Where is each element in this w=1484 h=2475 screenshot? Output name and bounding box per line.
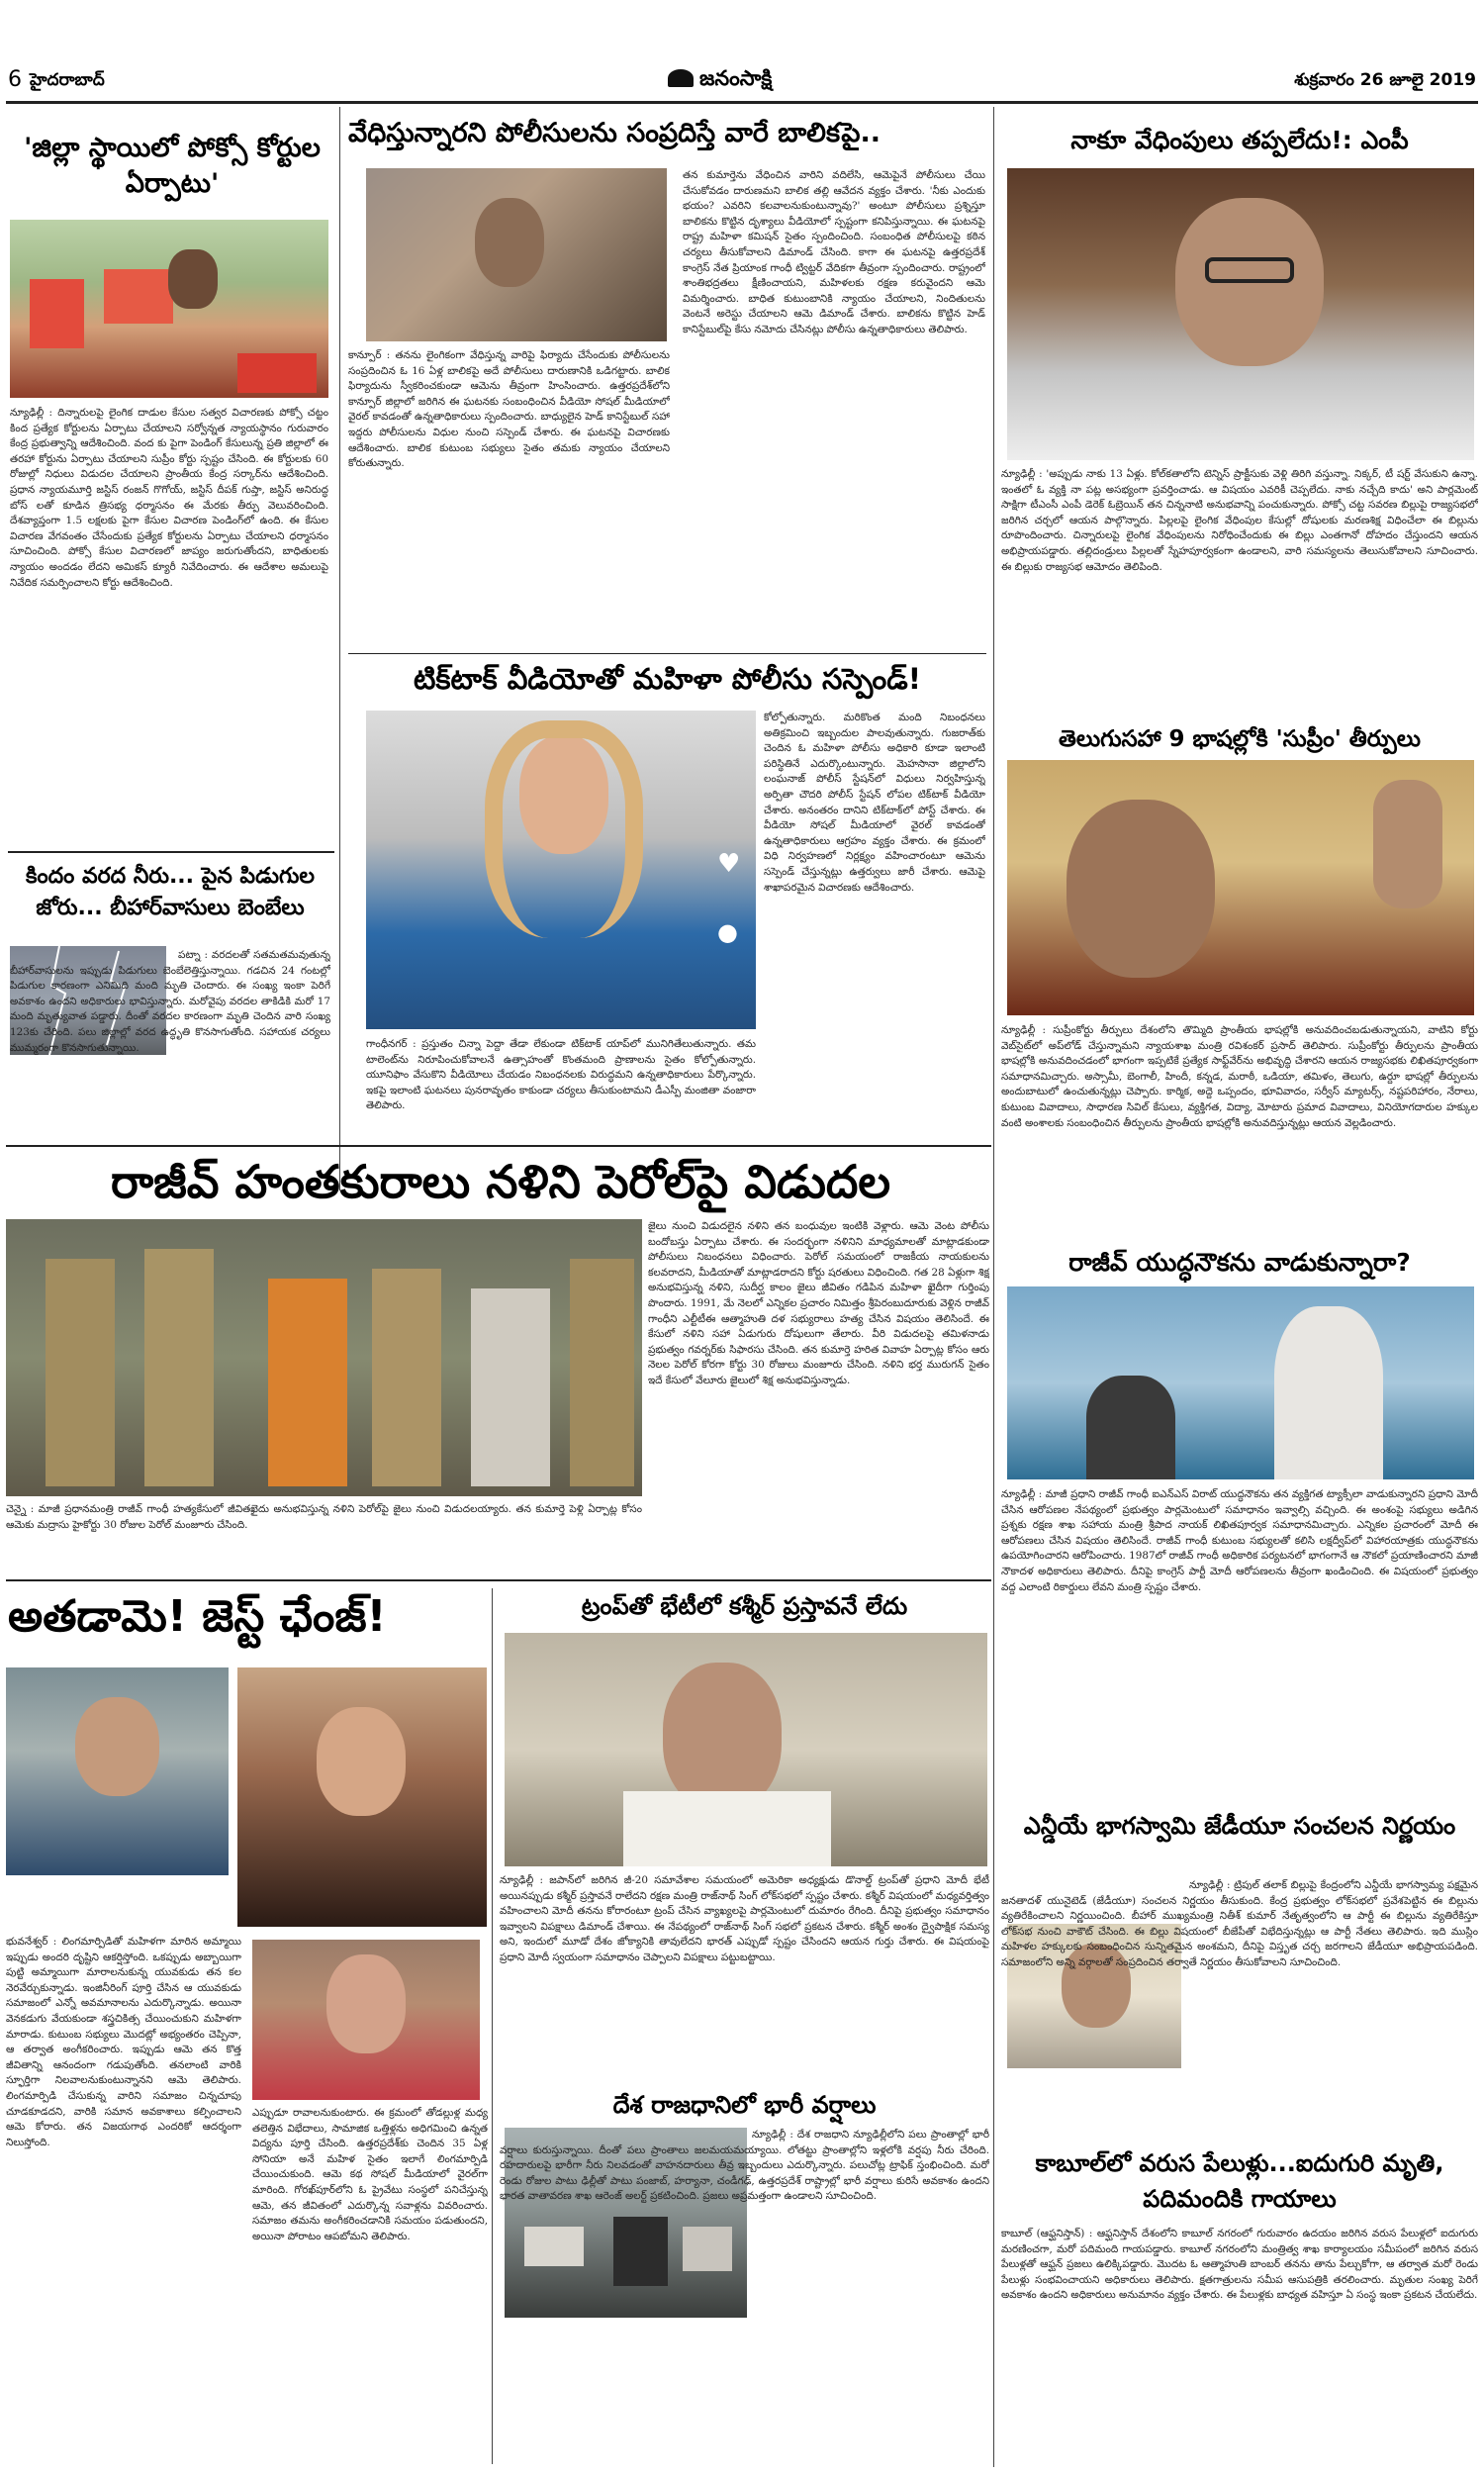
- bihar-headline: కిందం వరద నీరు... పైన పిడుగుల జోరు... బీహార్‌వాసులు బెంబేలు: [25, 864, 315, 920]
- column-rule: [339, 107, 340, 1190]
- gender-body: భువనేశ్వర్ : లింగమార్పిడితో మహిళగా మారిన అమ్మాయి ఇప్పుడు అందరి దృష్టిని ఆకర్షిస్తోంది. ఒకప్పుడు అబ్బాయిగా పుట్టి అమ్మాయిగా మారాలనుకున్న యువకుడు తన కల నెరవేర్చుకున్నాడు. ఇంజినీరింగ్ పూర్తి చేసిన ఆ యువకుడు సమాజంలో ఎన్నో అవమానాలను ఎదుర్కొన్నాడు. అయినా వెనకడుగు వేయకుండా శస్త్రచికిత్స చేయించుకుని మహిళగా మారాడు. కుటుంబ సభ్యులు మొదట్లో అభ్యంతరం చెప్పినా, ఆ తర్వాత అంగీకరించారు. ఇప్పుడు ఆమె తన కొత్త జీవితాన్ని ఆనందంగా గడుపుతోంది. తనలాంటి వారికి స్ఫూర్తిగా నిలవాలనుకుంటున్నానని ఆమె తెలిపారు. లింగమార్పిడి చేసుకున్న వారిని సమాజం చిన్నచూపు చూడకూడదని, వారికి సమాన అవకాశాలు కల్పించాలని ఆమె కోరారు. తన విజయగాథ ఎందరికో ఆదర్శంగా నిలుస్తోంది.: [6, 1936, 241, 2148]
- kanpur-body-right: తన కుమార్తెను వేధించిన వారిని వదిలేసి, ఆమెపైనే పోలీసులు చేయి చేసుకోవడం దారుణమని బాలిక తల్లి ఆవేదన వ్యక్తం చేశారు. 'నీకు ఎందుకు భయం? ఎవరిని కలవాలనుకుంటున్నావు?' అంటూ పోలీసులు ప్రశ్నిస్తూ బాలికను కొట్టిన దృశ్యాలు వీడియోలో స్పష్టంగా కనిపిస్తున్నాయి. ఈ ఘటనపై రాష్ట్ర మహిళా కమిషన్ సైతం స్పందించింది. సంబంధిత పోలీసులపై కఠిన చర్యలు తీసుకోవాలని డిమాండ్ చేసింది. కాగా ఈ ఘటనపై ఉత్తరప్రదేశ్ కాంగ్రెస్ నేత ప్రియాంక గాంధీ ట్విట్టర్ వేదికగా తీవ్రంగా స్పందించారు. రాష్ట్రంలో శాంతిభద్రతలు క్షీణించాయని, మహిళలకు రక్షణ కరువైందని ఆమె విమర్శించారు. బాధిత కుటుంబానికి న్యాయం చేయాలని, నిందితులను వెంటనే అరెస్టు చేయాలని ఆమె డిమాండ్ చేశారు. బాలికను కొట్టిన హెడ్ కానిస్టేబుల్‌పై కేసు నమోదు చేసినట్లు పోలీసు ఉన్నతాధికారులు తెలిపారు.: [683, 169, 985, 335]
- section-rule: [6, 1579, 991, 1581]
- paper-name: జనంసాక్షి: [699, 65, 773, 90]
- heart-icon: ♥: [717, 849, 741, 879]
- nalini-caption: చెన్నై : మాజీ ప్రధానమంత్రి రాజీవ్ గాంధీ హత్యకేసులో జీవితఖైదు అనుభవిస్తున్న నళిని పెరోల్‌పై జైలు నుంచి విడుదలయ్యారు. తన కుమార్తె పెళ్లి ఏర్పాట్ల కోసం ఆమెకు మద్రాసు హైకోర్టు 30 రోజుల పెరోల్ మంజూరు చేసింది.: [6, 1503, 642, 1531]
- trump-body: న్యూఢిల్లీ : జపాన్‌లో జరిగిన జీ-20 సమావేశాల సమయంలో అమెరికా అధ్యక్షుడు డొనాల్డ్ ట్రంప్‌తో ప్రధాని మోదీ భేటీ అయినప్పుడు కశ్మీర్ ప్రస్తావనే రాలేదని రక్షణ మంత్రి రాజ్‌నాథ్ సింగ్ లోక్‌సభలో స్పష్టం చేశారు. కశ్మీర్ విషయంలో మధ్యవర్తిత్వం వహించాలని మోదీ తనను కోరారంటూ ట్రంప్ చేసిన వ్యాఖ్యలపై పార్లమెంటులో దుమారం రేగింది. దీనిపై ప్రభుత్వం సమాధానం ఇవ్వాలని విపక్షాలు డిమాండ్ చేశాయి. ఈ నేపథ్యంలో రాజ్‌నాథ్ సింగ్ సభలో ప్రకటన చేశారు. కశ్మీర్ అంశం ద్వైపాక్షిక సమస్య అని, ఇందులో మూడో దేశం జోక్యానికి తావులేదని భారత్ ఎప్పుడో స్పష్టం చేసిందని ఆయన గుర్తు చేశారు. ఈ విషయంపై ప్రధాని మోదీ స్వయంగా సమాధానం చెప్పాలని విపక్షాలు పట్టుబట్టాయి.: [500, 1874, 989, 1963]
- nalini-headline: రాజీవ్ హంతకురాలు నళిని పెరోల్‌పై విడుదల: [111, 1155, 890, 1208]
- nalini-body: జైలు నుంచి విడుదలైన నళిని తన బంధువుల ఇంటికి వెళ్లారు. ఆమె వెంట పోలీసు బందోబస్తు ఏర్పాటు చేశారు. ఈ సందర్భంగా నళినిని మాధ్యమాలతో మాట్లాడకుండా పోలీసులు నిబంధనలు విధించారు. పెరోల్ సమయంలో రాజకీయ నాయకులను కలవరాదని, మీడియాతో మాట్లాడరాదని కోర్టు షరతులు విధించింది. గత 28 ఏళ్లుగా శిక్ష అనుభవిస్తున్న నళిని, సుదీర్ఘ కాలం జైలు జీవితం గడిపిన మహిళా ఖైదీగా గుర్తింపు పొందారు. 1991, మే నెలలో ఎన్నికల ప్రచారం నిమిత్తం శ్రీపెరంబుదూరుకు వెళ్లిన రాజీవ్ గాంధీని ఎల్టీటీఈ ఆత్మాహుతి దళ సభ్యురాలు హత్య చేసిన విషయం తెలిసిందే. ఈ కేసులో నళిని సహా ఏడుగురు దోషులుగా తేలారు. వీరి విడుదలపై తమిళనాడు ప్రభుత్వం గవర్నర్‌కు సిఫారసు చేసింది. తన కుమార్తె హరిత వివాహ ఏర్పాట్ల కోసం ఆరు నెలల పెరోల్ కోరగా కోర్టు 30 రోజులు మంజూరు చేసింది. నళిని భర్త మురుగన్ సైతం ఇదే కేసులో వేలూరు జైలులో శిక్ష అనుభవిస్తున్నాడు.: [648, 1220, 989, 1386]
- gender-headline: అతడామె! జెస్ట్ ఛేంజ్!: [8, 1591, 387, 1642]
- section-rule: [6, 1145, 991, 1147]
- column-rule: [993, 1190, 994, 2467]
- paper-logo: [668, 63, 772, 93]
- kabul-body: కాబూల్ (ఆఫ్ఘనిస్తాన్) : ఆఫ్ఘనిస్తాన్ దేశంలోని కాబూల్ నగరంలో గురువారం ఉదయం జరిగిన వరుస పేలుళ్లలో ఐదుగురు మరణించగా, మరో పదిమంది గాయపడ్డారు. కాబూల్ నగరంలోని మంత్రిత్వ శాఖ కార్యాలయం సమీపంలో జరిగిన వరుస పేలుళ్లతో ఆఫ్ఘన్ ప్రజలు ఉలిక్కిపడ్డారు. మొదట ఓ ఆత్మాహుతి బాంబర్ తనను తాను పేల్చుకోగా, ఆ తర్వాత మరో రెండు పేలుళ్లు సంభవించాయని అధికారులు తెలిపారు. క్షతగాత్రులను సమీప ఆసుపత్రికి తరలించారు. మృతుల సంఖ్య పెరిగే అవకాశం ఉందని అధికారులు అనుమానం వ్యక్తం చేశారు. ఈ పేలుళ్లకు బాధ్యత వహిస్తూ ఏ సంస్థ ఇంకా ప్రకటన చేయలేదు.: [1001, 2228, 1478, 2302]
- trump-photo: [505, 1633, 987, 1866]
- gender-photo-third: [252, 1940, 480, 2100]
- kanpur-photo: [366, 168, 667, 341]
- warship-photo: [1007, 1286, 1474, 1479]
- tiktok-body-right: కోల్పోతున్నారు. మరికొంత మంది నిబంధనలు అతిక్రమించి ఇబ్బందుల పాలవుతున్నారు. గుజరాత్‌కు చెందిన ఓ మహిళా పోలీసు అధికారి కూడా ఇలాంటి పరిస్థితినే ఎదుర్కొంటున్నారు. మెహసానా జిల్లాలోని లంఘనాజ్ పోలీస్ స్టేషన్‌లో విధులు నిర్వహిస్తున్న అర్పితా చౌదరి పోలీస్ స్టేషన్ లోపల టిక్‌టాక్ వీడియో చేశారు. అనంతరం దానిని టిక్‌టాక్‌లో పోస్ట్ చేశారు. ఈ వీడియో సోషల్ మీడియాలో వైరల్ కావడంతో ఉన్నతాధికారులు ఆగ్రహం వ్యక్తం చేశారు. ఈ క్రమంలో విధి నిర్వహణలో నిర్లక్ష్యం వహించారంటూ ఆమెను సస్పెండ్ చేస్తున్నట్లు ఉత్తర్వులు జారీ చేశారు. ఆమెపై శాఖాపరమైన విచారణకు ఆదేశించారు.: [764, 712, 985, 894]
- trump-headline: ట్రంప్‌తో భేటీలో కశ్మీర్ ప్రస్తావనే లేదు: [581, 1592, 908, 1620]
- comment-icon: ●: [717, 918, 738, 946]
- mp-photo: [1007, 168, 1474, 460]
- page-date: శుక్రవారం 26 జూలై 2019: [1294, 70, 1476, 90]
- tiktok-photo: [366, 711, 756, 1029]
- jdu-headline: ఎన్డీయే భాగస్వామి జేడీయూ సంచలన నిర్ణయం: [1023, 1812, 1456, 1840]
- jdu-body: న్యూఢిల్లీ : ట్రిపుల్ తలాక్ బిల్లుపై కేంద్రంలోని ఎన్డీయే భాగస్వామ్య పక్షమైన జనతాదళ్ యునైటెడ్ (జేడీయూ) సంచలన నిర్ణయం తీసుకుంది. కేంద్ర ప్రభుత్వం లోక్‌సభలో ప్రవేశపెట్టిన ఈ బిల్లును వ్యతిరేకించాలని నిర్ణయించింది. బీహార్ ముఖ్యమంత్రి నితీశ్ కుమార్ నేతృత్వంలోని ఆ పార్టీ ఈ బిల్లును వ్యతిరేకిస్తూ లోక్‌సభ నుంచి వాకౌట్ చేసింది. ఈ బిల్లు విషయంలో బీజేపీతో విభేదిస్తున్నట్లు ఆ పార్టీ నేతలు తెలిపారు. ఇది ముస్లిం మహిళల హక్కులకు సంబంధించిన సున్నితమైన అంశమని, దీనిపై విస్తృత చర్చ జరగాలని జేడీయూ అభిప్రాయపడింది. సమాజంలోని అన్ని వర్గాలతో సంప్రదించిన తర్వాతే నిర్ణయం తీసుకోవాలని సూచించింది.: [1001, 1879, 1478, 1968]
- tiktok-body-bottom: గాంధీనగర్ : ప్రస్తుతం చిన్నా పెద్దా తేడా లేకుండా టిక్‌టాక్ యాప్‌లో మునిగితేలుతున్నారు. తమ టాలెంట్‌ను నిరూపించుకోవాలనే ఉత్సాహంతో కొంతమంది ప్రాణాలను సైతం కోల్పోతున్నారు. యూనిఫాం వేసుకొని వీడియోలు చేయడం నిబంధనలకు విరుద్ధమని ఉన్నతాధికారులు పేర్కొన్నారు. ఇకపై ఇలాంటి ఘటనలు పునరావృతం కాకుండా చర్యలు తీసుకుంటామని డీఎస్పీ మంజితా వంజారా తెలిపారు.: [366, 1038, 756, 1112]
- column-rule: [492, 1588, 493, 2464]
- column-rule: [993, 107, 994, 1190]
- rains-headline: దేశ రాజధానిలో భారీ వర్షాలు: [612, 2091, 877, 2119]
- kabul-headline: కాబూల్‌లో వరుస పేలుళ్లు...ఐదుగురి మృతి, పదిమందికి గాయాలు: [1035, 2149, 1444, 2213]
- kanpur-body-left: కాన్పూర్ : తనను లైంగికంగా వేధిస్తున్న వారిపై ఫిర్యాదు చేసేందుకు పోలీసులను సంప్రదించిన ఓ 16 ఏళ్ల బాలికపై అదే పోలీసులు దారుణానికి ఒడిగట్టారు. బాలిక ఫిర్యాదును స్వీకరించకుండా ఆమెను తీవ్రంగా హింసించారు. ఉత్తరప్రదేశ్‌లోని కాన్పూర్ జిల్లాలో జరిగిన ఈ ఘటనకు సంబంధించిన వీడియో సోషల్ మీడియాలో వైరల్ కావడంతో ఉన్నతాధికారులు స్పందించారు. బాధ్యులైన హెడ్ కానిస్టేబుల్ సహా ఇద్దరు పోలీసులను విధుల నుంచి సస్పెండ్ చేశారు. ఈ ఘటనపై విచారణకు ఆదేశించారు. బాలిక కుటుంబ సభ్యులు సైతం తమకు న్యాయం చేయాలని కోరుతున్నారు.: [348, 349, 670, 470]
- pocso-photo: [10, 220, 328, 398]
- pocso-headline: 'జిల్లా స్థాయిలో పోక్సో కోర్టుల ఏర్పాటు': [24, 133, 321, 199]
- page-city: హైదరాబాద్: [30, 70, 105, 90]
- gender-photo-after: [237, 1667, 487, 1927]
- masthead: [0, 0, 1484, 92]
- nalini-photo: [6, 1219, 642, 1496]
- mp-body: న్యూఢిల్లీ : 'అప్పుడు నాకు 13 ఏళ్లు. కోల్‌కతాలోని టెన్నిస్ ప్రాక్టీసుకు వెళ్లి తిరిగి వస్తున్నా. నిక్కర్, టీ షర్ట్ వేసుకుని ఉన్నా. ఇంతలో ఓ వ్యక్తి నా పట్ల అసభ్యంగా ప్రవర్తించాడు. ఆ విషయం ఎవరికీ చెప్పలేదు. నాకు నచ్చేది కాదు' అని పార్లమెంట్ సాక్షిగా టీఎంసీ ఎంపీ డెరెక్ ఓబ్రెయిన్ తన చిన్ననాటి అనుభవాన్ని పంచుకున్నారు. పోక్సో చట్ట సవరణ బిల్లుపై రాజ్యసభలో జరిగిన చర్చలో ఆయన పాల్గొన్నారు. పిల్లలపై లైంగిక వేధింపుల కేసుల్లో దోషులకు మరణశిక్ష విధించేలా ఈ బిల్లును రూపొందించారు. చిన్నారులపై లైంగిక వేధింపులను నిరోధించేందుకు ఈ బిల్లు ఎంతగానో దోహదం చేస్తుందని ఆయన అభిప్రాయపడ్డారు. తల్లిదండ్రులు పిల్లలతో స్నేహపూర్వకంగా ఉండాలని, వారి సమస్యలను తెలుసుకోవాలని సూచించారు. ఈ బిల్లుకు రాజ్యసభ ఆమోదం తెలిపింది.: [1001, 468, 1478, 573]
- warship-headline: రాజీవ్ యుద్ధనౌకను వాడుకున్నారా?: [1068, 1248, 1411, 1277]
- bihar-body: పట్నా : వరదలతో సతమతమవుతున్న బీహార్‌వాసులను ఇప్పుడు పిడుగులు బెంబేలెత్తిస్తున్నాయి. గడచిన 24 గంటల్లో పిడుగుల కారణంగా ఎనిమిది మంది మృతి చెందారు. ఈ సంఖ్య ఇంకా పెరిగే అవకాశం ఉందని అధికారులు భావిస్తున్నారు. మరోవైపు వరదల తాకిడికి మరో 17 మంది మృత్యువాత పడ్డారు. దీంతో వరదల కారణంగా మృతి చెందిన వారి సంఖ్య 123కు చేరింది. పలు జిల్లాల్లో వరద ఉద్ధృతి కొనసాగుతోంది. సహాయక చర్యలు ముమ్మరంగా కొనసాగుతున్నాయి.: [10, 949, 330, 1054]
- supreme-body: న్యూఢిల్లీ : సుప్రీంకోర్టు తీర్పులు దేశంలోని తొమ్మిది ప్రాంతీయ భాషల్లోకి అనువదించబడుతున్నాయని, వాటిని కోర్టు వెబ్‌సైట్‌లో అప్‌లోడ్ చేస్తున్నామని న్యాయశాఖ మంత్రి రవిశంకర్ ప్రసాద్ తెలిపారు. సుప్రీంకోర్టు తీర్పులను ప్రాంతీయ భాషల్లోకి అనువదించడంలో భాగంగా ఇప్పటికే ప్రత్యేక సాఫ్ట్‌వేర్‌ను అభివృద్ధి చేశారని ఆయన రాజ్యసభకు లిఖితపూర్వకంగా సమాధానమిచ్చారు. అస్సామీ, బెంగాలీ, హిందీ, కన్నడ, మరాఠీ, ఒడియా, తమిళం, తెలుగు, ఉర్దూ భాషల్లో తీర్పులను అందుబాటులో ఉంచుతున్నట్లు చెప్పారు. కార్మిక, అద్దె ఒప్పందం, భూవివాదం, సర్వీస్ మ్యాటర్స్, నష్టపరిహారం, నేరాలు, కుటుంబ వివాదాలు, సాధారణ సివిల్ కేసులు, వ్యక్తిగత, విద్యా, మోటారు ప్రమాద వివాదాలు, వినియోగదారుల హక్కుల వంటి అంశాలకు సంబంధించిన తీర్పులను ప్రాంతీయ భాషల్లోకి అనువదిస్తున్నట్లు ఆయన వెల్లడించారు.: [1001, 1024, 1478, 1129]
- supreme-photo: [1007, 760, 1474, 1015]
- kanpur-headline: వేధిస్తున్నారని పోలీసులను సంప్రదిస్తే వారే బాలికపై..: [348, 118, 881, 148]
- tiktok-headline: టిక్‌టాక్ వీడియోతో మహిళా పోలీసు సస్పెండ్!: [414, 662, 921, 696]
- page-number: 6: [8, 67, 22, 92]
- logo-mark-icon: [668, 69, 694, 87]
- gender-body-mid: ఎప్పుడూ రావాలనుకుంటారు. ఈ క్రమంలో తోడల్లుళ్ల మధ్య తలెత్తిన విభేదాలు, సామాజిక ఒత్తిళ్లను అధిగమించి ఉన్నత విద్యను పూర్తి చేసింది. ఉత్తరప్రదేశ్‌కు చెందిన 35 ఏళ్ల సోనియా అనే మహిళ సైతం ఇలాగే లింగమార్పిడి చేయించుకుంది. ఆమె కథ సోషల్ మీడియాలో వైరల్‌గా మారింది. గోరఖ్‌పూర్‌లోని ఓ ప్రైవేటు సంస్థలో పనిచేస్తున్న ఆమె, తన జీవితంలో ఎదుర్కొన్న సవాళ్లను వివరించారు. సమాజం తమను అంగీకరించడానికి సమయం పడుతుందని, అయినా పోరాటం ఆపబోమని తెలిపారు.: [252, 2107, 488, 2242]
- rains-body: న్యూఢిల్లీ : దేశ రాజధాని న్యూఢిల్లీలోని పలు ప్రాంతాల్లో భారీ వర్షాలు కురుస్తున్నాయి. దీంతో పలు ప్రాంతాలు జలమయమయ్యాయి. లోతట్టు ప్రాంతాల్లోని ఇళ్లలోకి వర్షపు నీరు చేరింది. రహదారులపై భారీగా నీరు నిలవడంతో వాహనదారులు తీవ్ర ఇబ్బందులు ఎదుర్కొన్నారు. పలుచోట్ల ట్రాఫిక్ స్తంభించింది. మరో రెండు రోజుల పాటు ఢిల్లీతో పాటు పంజాబ్, హర్యానా, చండీగఢ్, ఉత్తరప్రదేశ్ రాష్ట్రాల్లో భారీ వర్షాలు కురిసే అవకాశం ఉందని భారత వాతావరణ శాఖ ఆరెంజ్ అలర్ట్ ప్రకటించింది. ప్రజలు అప్రమత్తంగా ఉండాలని సూచించింది.: [500, 2129, 989, 2203]
- section-rule: [8, 851, 334, 853]
- gender-photo-before: [6, 1667, 229, 1875]
- section-rule: [348, 653, 986, 654]
- supreme-headline: తెలుగుసహా 9 భాషల్లోకి 'సుప్రీం' తీర్పులు: [1059, 726, 1421, 752]
- warship-body: న్యూఢిల్లీ : మాజీ ప్రధాని రాజీవ్ గాంధీ ఐఎన్‌ఎస్ విరాట్ యుద్ధనౌకను తన వ్యక్తిగత ట్యాక్సీలా వాడుకున్నారని ప్రధాని మోదీ చేసిన ఆరోపణల నేపథ్యంలో ప్రభుత్వం పార్లమెంటులో సమాధానం ఇవ్వాల్సి వచ్చింది. ఈ అంశంపై సభ్యులు అడిగిన ప్రశ్నకు రక్షణ శాఖ సహాయ మంత్రి శ్రీపాద నాయక్ లిఖితపూర్వక సమాధానమిచ్చారు. ఎన్నికల ప్రచారంలో మోదీ ఈ ఆరోపణలు చేసిన విషయం తెలిసిందే. రాజీవ్ గాంధీ కుటుంబ సభ్యులతో కలిసి లక్షద్వీప్‌లో విహారయాత్రకు యుద్ధనౌకను ఉపయోగించారని ఆరోపించారు. 1987లో రాజీవ్ గాంధీ అధికారిక పర్యటనలో భాగంగానే ఆ నౌకలో ప్రయాణించారని మాజీ నౌకాదళ అధికారులు తెలిపారు. దీనిపై కాంగ్రెస్ పార్టీ మోదీ ఆరోపణలను తీవ్రంగా ఖండించింది. ఈ విషయంలో ప్రభుత్వం వద్ద ఎలాంటి రికార్డులు లేవని మంత్రి స్పష్టం చేశారు.: [1001, 1488, 1478, 1593]
- masthead-rule: [6, 101, 1478, 104]
- pocso-body: న్యూఢిల్లీ : దిన్నారులపై లైంగిక దాడుల కేసుల సత్వర విచారణకు పోక్సో చట్టం కింద ప్రత్యేక కోర్టులను ఏర్పాటు చేయాలని సర్వోన్నత న్యాయస్థానం గురువారం కేంద్ర ప్రభుత్వాన్ని ఆదేశించింది. వంద కు పైగా పెండింగ్ కేసులున్న ప్రతి జిల్లాలో ఈ తరహా కోర్టును ఏర్పాటు చేయాలని సుప్రీం కోర్టు స్పష్టం చేసింది. ఈ కోర్టులకు 60 రోజుల్లో నిధులు విడుదల చేయాలని ప్రాంతీయ కేంద్ర సర్కార్‌ను ఆదేశించింది. ప్రధాన న్యాయమూర్తి జస్టిస్ రంజన్ గొగోయ్, జస్టిస్ దీపక్ గుప్తా, జస్టిస్ అనిరుద్ధ బోస్ లతో కూడిన త్రిసభ్య ధర్మాసనం ఈ మేరకు తీర్పు వెలువరించింది. దేశవ్యాప్తంగా 1.5 లక్షలకు పైగా కేసుల విచారణ పెండింగ్‌లో ఉంది. ఈ కేసుల విచారణ వేగవంతం చేసేందుకు ప్రత్యేక కోర్టులను ఏర్పాటు చేయాలని ధర్మాసనం సూచించింది. పోక్సో కేసుల విచారణలో జాప్యం జరుగుతోందని, బాధితులకు న్యాయం అందడం లేదని అమికస్ క్యూరీ నివేదించారు. ఈ ఆదేశాల అమలుపై నివేదిక సమర్పించాలని కోర్టు ఆదేశించింది.: [10, 407, 328, 589]
- mp-headline: నాకూ వేధింపులు తప్పలేదు!: ఎంపీ: [1070, 126, 1409, 154]
